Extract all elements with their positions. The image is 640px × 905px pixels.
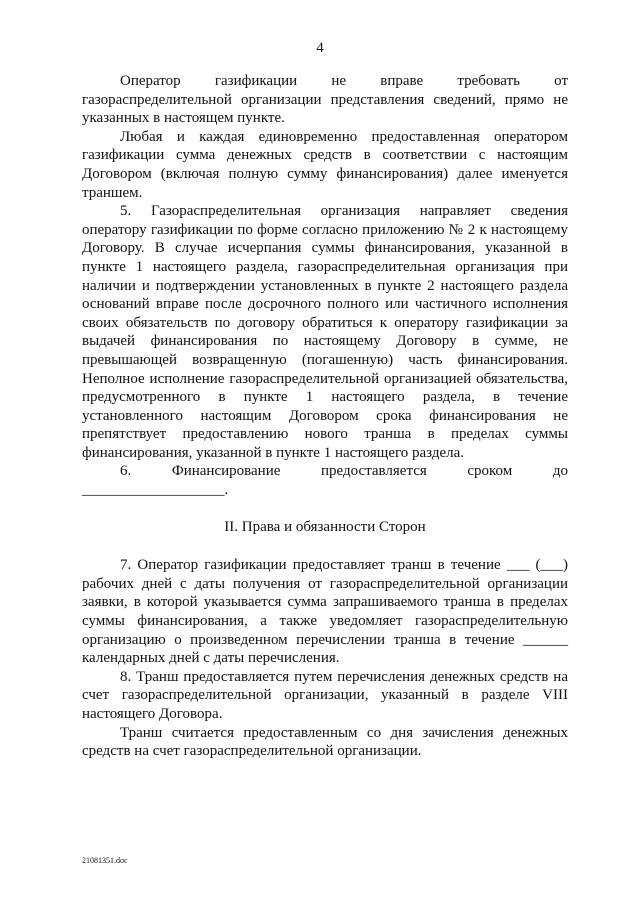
paragraph-tranche-definition: Любая и каждая единовременно предоставленная оператором газификации сумма денежных средств в соответствии с настоящим Договором (включая полную сумму финансирования) далее именуется траншем.	[82, 128, 568, 201]
section-heading: II. Права и обязанности Сторон	[224, 518, 426, 535]
spacer	[82, 500, 568, 518]
document-body	[82, 72, 568, 761]
page-number: 4	[316, 40, 324, 56]
spacer	[82, 536, 568, 556]
paragraph-clause-6: 6. Финансирование предоставляется сроком до ___________________.	[82, 463, 568, 499]
paragraph-clause-8: 8. Транш предоставляется путем перечисления денежных средств на счет газораспределительной организации, указанный в разделе VIII настоящего Договора.	[82, 668, 568, 722]
paragraph-tranche-provided: Транш считается предоставленным со дня зачисления денежных средств на счет газораспределительной организации.	[82, 724, 568, 760]
paragraph-clause-7: 7. Оператор газификации предоставляет транш в течение ___ (___) рабочих дней с даты получения от газораспределительной организации заявки, в которой указывается сумма запрашиваемого транша в пределах суммы финансирования, а также уведомляет газораспределительную организацию о произведенном перечислении транша в течение ______ календарных дней с даты перечисления.	[82, 557, 568, 667]
paragraph-operator-restriction: Оператор газификации не вправе требовать от газораспределительной организации представления сведений, прямо не указанных в настоящем пункте.	[82, 73, 568, 127]
paragraph-clause-5: 5. Газораспределительная организация направляет сведения оператору газификации по форме согласно приложению № 2 к настоящему Договору. В случае исчерпания суммы финансирования, указанной в пункте 1 настоящего раздела, газораспределительная организация при наличии и подтверждении установленных в пункте 2 настоящего раздела оснований вправе после досрочного полного или частичного исполнения своих обязательств по договору обратиться к оператору газификации за выдачей финансирования по настоящему Договору в сумме, не превышающей возвращенную (погашенную) часть финансирования. Неполное исполнение газораспределительной организацией обязательства, предусмотренного в пункте 1 настоящего раздела, в течение установленного настоящим Договором срока финансирования не препятствует предоставлению нового транша в пределах суммы финансирования, указанной в пункте 1 настоящего раздела.	[82, 203, 568, 461]
file-footer: 21081351.doc	[82, 856, 128, 865]
